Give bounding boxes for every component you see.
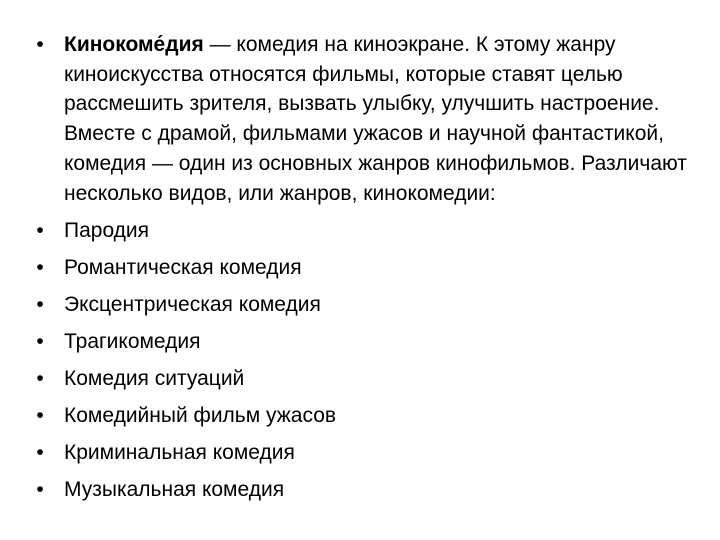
- list-item-romantic-comedy: [30, 253, 690, 282]
- list-item-label: Трагикомедия: [64, 330, 201, 354]
- bullet-icon: •: [36, 478, 44, 502]
- slide-content: [30, 30, 690, 512]
- list-item-musical-comedy: [30, 475, 690, 504]
- bullet-icon: •: [36, 219, 44, 243]
- intro-paragraph: [30, 30, 690, 208]
- bullet-icon: •: [36, 256, 44, 280]
- list-item-label: Музыкальная комедия: [64, 478, 285, 502]
- term-heading: Кинокоме́дия: [64, 33, 204, 56]
- list-item-crime-comedy: [30, 438, 690, 467]
- list-item-label: Комедия ситуаций: [64, 367, 245, 391]
- list-item-label: Романтическая комедия: [64, 256, 302, 280]
- bullet-icon: •: [36, 293, 44, 317]
- bullet-icon: •: [36, 367, 44, 391]
- bullet-icon: •: [36, 33, 44, 56]
- list-item-sitcom: [30, 364, 690, 393]
- bullet-icon: •: [36, 441, 44, 465]
- bullet-icon: •: [36, 404, 44, 428]
- list-item-horror-comedy: [30, 401, 690, 430]
- list-item-parody: [30, 216, 690, 245]
- list-item-eccentric-comedy: [30, 290, 690, 319]
- list-item-tragicomedy: [30, 327, 690, 356]
- list-item-label: Криминальная комедия: [64, 441, 295, 465]
- intro-text: — комедия на киноэкране. К этому жанру киноискусства относятся фильмы, которые ставят целью рассмешить зрителя, вызвать улыбку, улучшить настроение. Вместе с драмой, фильмами ужасов и научной фантастикой, комедия — один из основных жанров кинофильмов. Различают несколько видов, или жанров, кинокомедии:: [64, 33, 687, 205]
- list-item-label: Пародия: [64, 219, 150, 243]
- bullet-icon: •: [36, 330, 44, 354]
- list-item-label: Эксцентрическая комедия: [64, 293, 321, 317]
- list-item-label: Комедийный фильм ужасов: [64, 404, 337, 428]
